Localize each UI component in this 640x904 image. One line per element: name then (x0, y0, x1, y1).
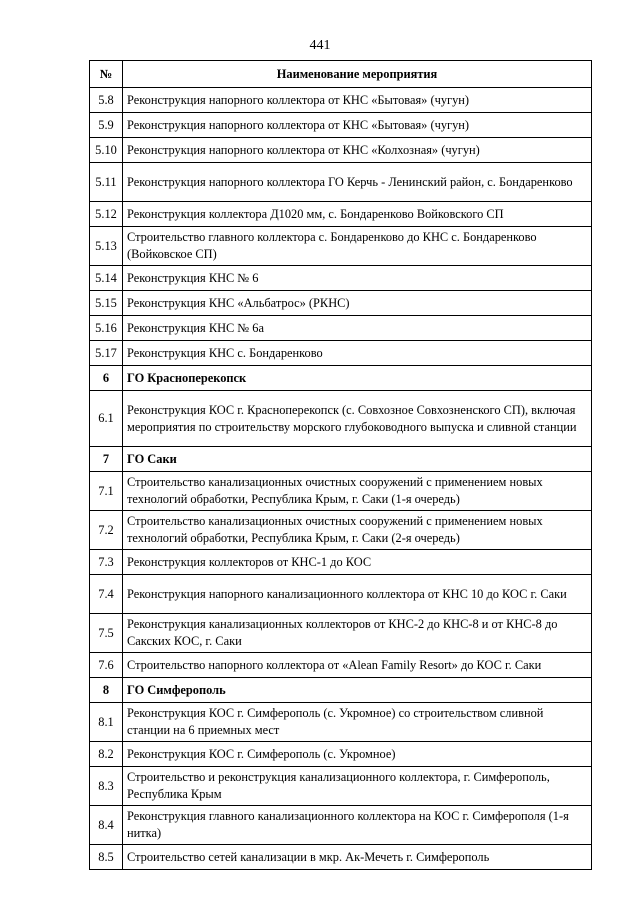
table-row (90, 341, 592, 366)
row-measure-name: Строительство напорного коллектора от «Alean Family Resort» до КОС г. Саки (123, 653, 592, 678)
section-title: ГО Красноперекопск (123, 366, 592, 391)
row-number: 5.10 (90, 138, 123, 163)
table-row (90, 113, 592, 138)
row-measure-name: Реконструкция КОС г. Красноперекопск (с. Совхозное Совхозненского СП), включая мероприятия по строительству морского глубоководного выпуска и сливной станции (123, 391, 592, 447)
row-measure-name: Реконструкция канализационных коллекторов от КНС-2 до КНС-8 и от КНС-8 до Сакских КОС, г. Саки (123, 614, 592, 653)
row-measure-name: Реконструкция коллектора Д1020 мм, с. Бондаренково Войковского СП (123, 202, 592, 227)
table-row (90, 806, 592, 845)
measures-table (89, 60, 592, 870)
row-measure-name: Строительство главного коллектора с. Бондаренково до КНС с. Бондаренково (Войковское СП) (123, 227, 592, 266)
row-measure-name: Строительство канализационных очистных сооружений с применением новых технологий обработки, Республика Крым, г. Саки (2-я очередь) (123, 511, 592, 550)
table-row (90, 88, 592, 113)
table-row (90, 202, 592, 227)
table-row (90, 653, 592, 678)
row-measure-name: Реконструкция КНС «Альбатрос» (РКНС) (123, 291, 592, 316)
table-row (90, 391, 592, 447)
section-title: ГО Симферополь (123, 678, 592, 703)
row-measure-name: Строительство канализационных очистных сооружений с применением новых технологий обработки, Республика Крым, г. Саки (1-я очередь) (123, 472, 592, 511)
row-number: 8.5 (90, 845, 123, 870)
row-measure-name: Реконструкция напорного коллектора от КНС «Бытовая» (чугун) (123, 88, 592, 113)
row-number: 7.3 (90, 550, 123, 575)
row-measure-name: Реконструкция коллекторов от КНС-1 до КОС (123, 550, 592, 575)
row-measure-name: Строительство и реконструкция канализационного коллектора, г. Симферополь, Республика Крым (123, 767, 592, 806)
section-title: ГО Саки (123, 447, 592, 472)
table-row (90, 138, 592, 163)
row-number: 5.9 (90, 113, 123, 138)
table-row (90, 845, 592, 870)
table-row (90, 163, 592, 202)
section-row (90, 447, 592, 472)
row-number: 6.1 (90, 391, 123, 447)
row-measure-name: Реконструкция напорного коллектора от КНС «Бытовая» (чугун) (123, 113, 592, 138)
table-row (90, 266, 592, 291)
row-measure-name: Реконструкция КНС № 6а (123, 316, 592, 341)
row-number: 7.6 (90, 653, 123, 678)
row-measure-name: Строительство сетей канализации в мкр. Ак-Мечеть г. Симферополь (123, 845, 592, 870)
row-number: 5.14 (90, 266, 123, 291)
section-row (90, 678, 592, 703)
row-number: 5.8 (90, 88, 123, 113)
row-number: 8.2 (90, 742, 123, 767)
row-number: 5.17 (90, 341, 123, 366)
row-measure-name: Реконструкция КНС с. Бондаренково (123, 341, 592, 366)
table-row (90, 511, 592, 550)
row-number: 5.13 (90, 227, 123, 266)
row-number: 7.2 (90, 511, 123, 550)
section-number: 8 (90, 678, 123, 703)
table-header-row (90, 61, 592, 88)
row-number: 5.16 (90, 316, 123, 341)
header-measure-name: Наименование мероприятия (123, 61, 592, 88)
row-number: 7.4 (90, 575, 123, 614)
row-number: 5.11 (90, 163, 123, 202)
table-row (90, 316, 592, 341)
row-number: 5.15 (90, 291, 123, 316)
section-row (90, 366, 592, 391)
row-number: 7.5 (90, 614, 123, 653)
row-measure-name: Реконструкция напорного коллектора от КНС «Колхозная» (чугун) (123, 138, 592, 163)
table-row (90, 291, 592, 316)
row-measure-name: Реконструкция главного канализационного коллектора на КОС г. Симферополя (1-я нитка) (123, 806, 592, 845)
section-number: 6 (90, 366, 123, 391)
row-number: 5.12 (90, 202, 123, 227)
page-number: 441 (309, 38, 331, 53)
row-number: 8.4 (90, 806, 123, 845)
table-row (90, 472, 592, 511)
header-number: № (90, 61, 123, 88)
row-measure-name: Реконструкция КНС № 6 (123, 266, 592, 291)
row-number: 8.1 (90, 703, 123, 742)
table-row (90, 703, 592, 742)
row-measure-name: Реконструкция напорного канализационного коллектора от КНС 10 до КОС г. Саки (123, 575, 592, 614)
row-measure-name: Реконструкция напорного коллектора ГО Керчь - Ленинский район, с. Бондаренково (123, 163, 592, 202)
row-measure-name: Реконструкция КОС г. Симферополь (с. Укромное) со строительством сливной станции на 6 приемных мест (123, 703, 592, 742)
table-row (90, 550, 592, 575)
section-number: 7 (90, 447, 123, 472)
table-row (90, 614, 592, 653)
row-number: 7.1 (90, 472, 123, 511)
row-number: 8.3 (90, 767, 123, 806)
table-row (90, 767, 592, 806)
table-row (90, 742, 592, 767)
row-measure-name: Реконструкция КОС г. Симферополь (с. Укромное) (123, 742, 592, 767)
table-row (90, 575, 592, 614)
table-row (90, 227, 592, 266)
